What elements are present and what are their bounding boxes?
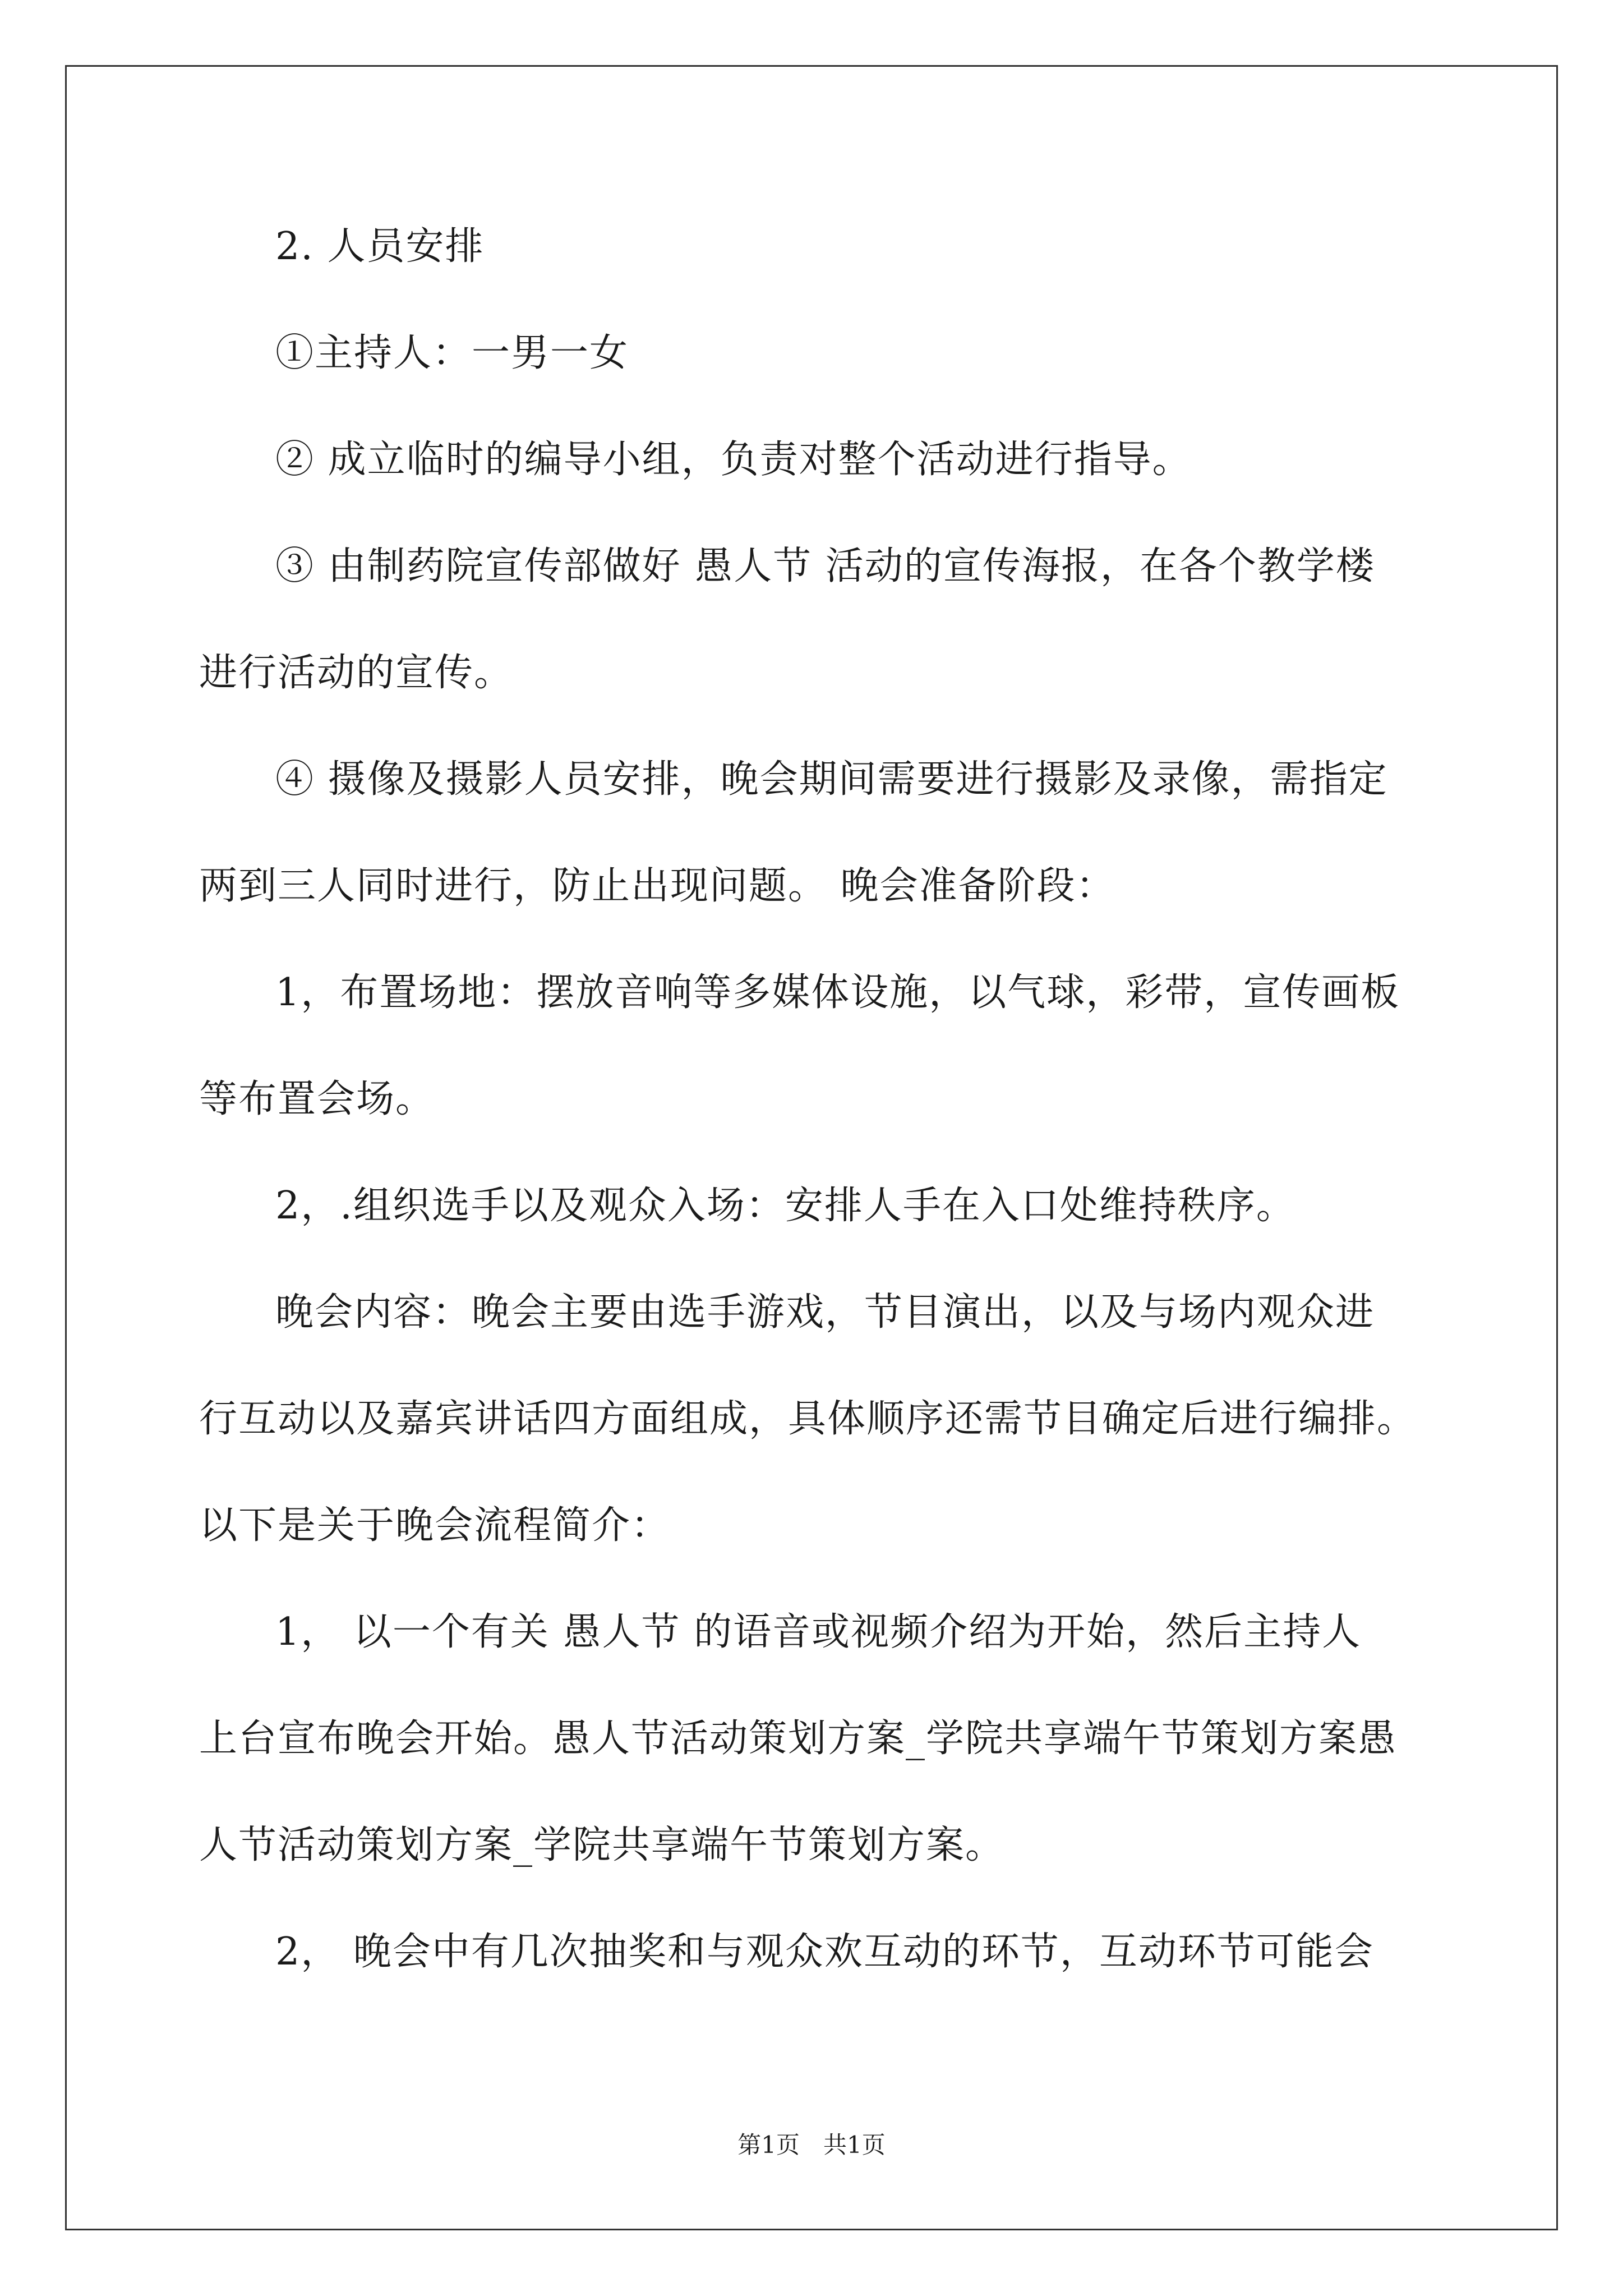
paragraph-publicity-line-1: ③ 由制药院宣传部做好 愚人节 活动的宣传海报，在各个教学楼 bbox=[275, 544, 1375, 588]
paragraph-flow-1-line-2: 上台宣布晚会开始。愚人节活动策划方案_学院共享端午节策划方案愚 bbox=[199, 1717, 1398, 1761]
paragraph-content-line-3: 以下是关于晚会流程简介： bbox=[199, 1503, 671, 1548]
heading-personnel: 2. 人员安排 bbox=[275, 224, 485, 269]
paragraph-entry: 2，.组织选手以及观众入场：安排人手在入口处维持秩序。 bbox=[275, 1184, 1295, 1228]
paragraph-camera-line-1: ④ 摄像及摄影人员安排，晚会期间需要进行摄影及录像，需指定 bbox=[275, 757, 1388, 802]
paragraph-camera-line-2: 两到三人同时进行，防止出现问题。 晚会准备阶段： bbox=[199, 864, 1115, 908]
paragraph-flow-1-line-1: 1， 以一个有关 愚人节 的语音或视频介绍为开始，然后主持人 bbox=[275, 1610, 1362, 1654]
paragraph-content-line-2: 行互动以及嘉宾讲话四方面组成，具体顺序还需节目确定后进行编排。 bbox=[199, 1397, 1417, 1441]
paragraph-venue-line-1: 1，布置场地：摆放音响等多媒体设施，以气球，彩带，宣传画板 bbox=[275, 970, 1400, 1015]
paragraph-flow-1-line-3: 人节活动策划方案_学院共享端午节策划方案。 bbox=[199, 1823, 1005, 1867]
paragraph-flow-2-line-1: 2， 晚会中有几次抽奖和与观众欢互动的环节，互动环节可能会 bbox=[275, 1930, 1374, 1974]
page-number-footer: 第1页 共1页 bbox=[737, 2131, 886, 2159]
paragraph-venue-line-2: 等布置会场。 bbox=[199, 1077, 435, 1121]
paragraph-content-line-1: 晚会内容：晚会主要由选手游戏，节目演出，以及与场内观众进 bbox=[275, 1290, 1375, 1335]
page-frame bbox=[65, 65, 1558, 2230]
paragraph-publicity-line-2: 进行活动的宣传。 bbox=[199, 651, 514, 695]
paragraph-directing-group: ② 成立临时的编导小组，负责对整个活动进行指导。 bbox=[275, 438, 1192, 482]
paragraph-host: ①主持人：一男一女 bbox=[275, 331, 629, 375]
